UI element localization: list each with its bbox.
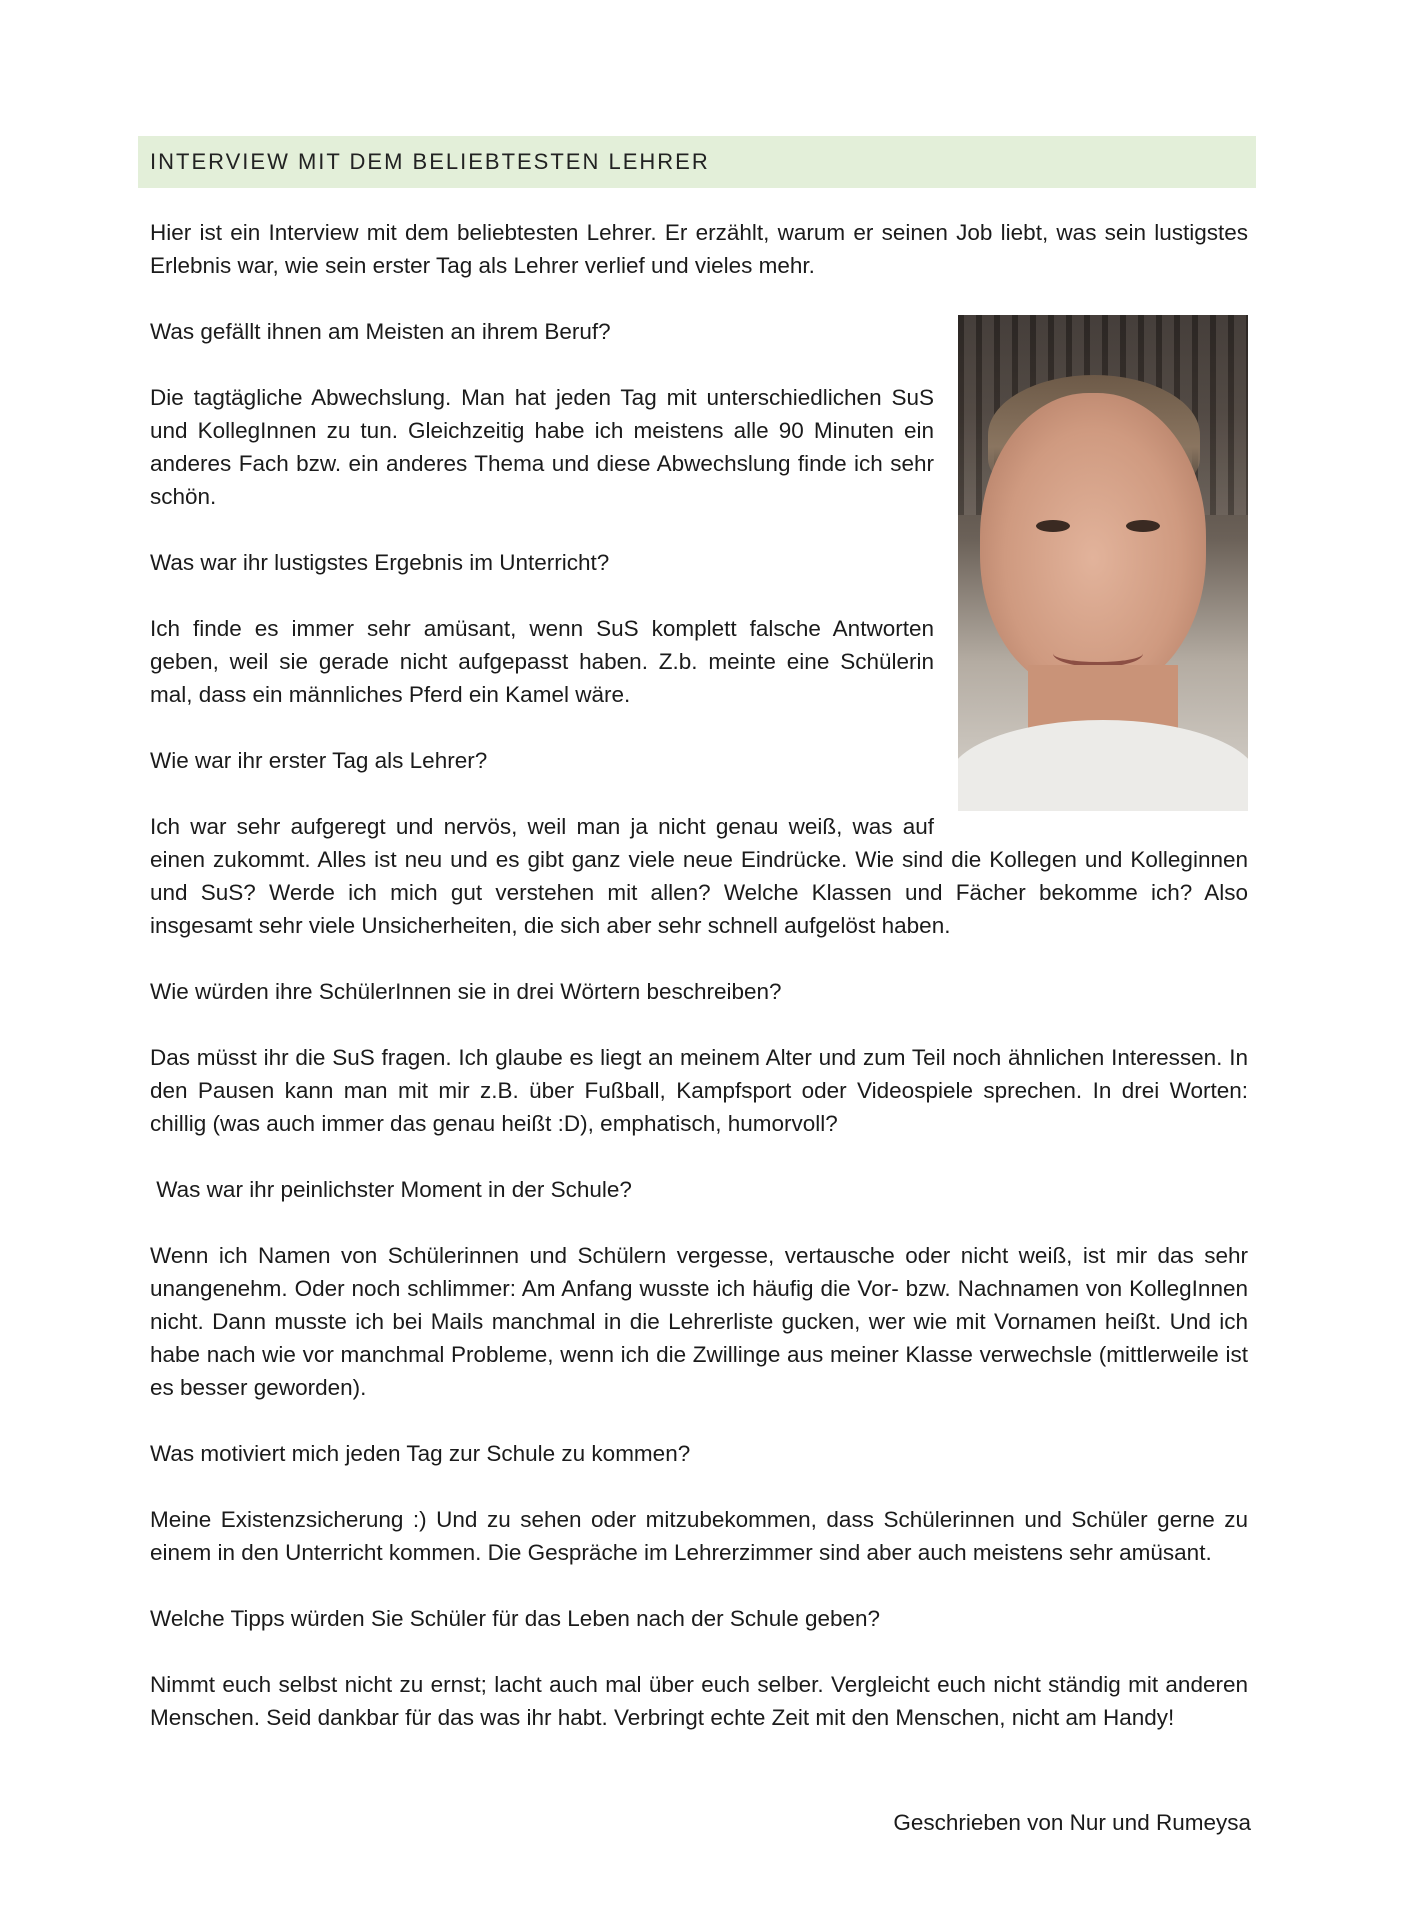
question-4: Wie würden ihre SchülerInnen sie in drei Wörtern beschreiben? bbox=[150, 979, 782, 1004]
question-6: Was motiviert mich jeden Tag zur Schule zu kommen? bbox=[150, 1441, 691, 1466]
intro-paragraph: Hier ist ein Interview mit dem beliebtesten Lehrer. Er erzählt, warum er seinen Job liebt, was sein lustigstes Erlebnis war, wie sein erster Tag als Lehrer verlief und vieles mehr. bbox=[150, 220, 1248, 278]
question-1: Was gefällt ihnen am Meisten an ihrem Beruf? bbox=[150, 319, 611, 344]
answer-3: Ich war sehr aufgeregt und nervös, weil man ja nicht genau weiß, was auf einen zukommt. Alles ist neu und es gibt ganz viele neue Eindrücke. Wie sind die Kollegen und Kolleginnen und SuS? Werde ich mich gut verstehen mit allen? Welche Klassen und Fächer bekomme ich? Also insgesamt sehr viele Unsicherheiten, die sich aber sehr schnell aufgelöst haben. bbox=[150, 814, 1248, 938]
answer-2: Ich finde es immer sehr amüsant, wenn SuS komplett falsche Antworten geben, weil sie gerade nicht aufgepasst haben. Z.b. meinte eine Schülerin mal, dass ein männliches Pferd ein Kamel wäre. bbox=[150, 616, 934, 707]
page-title: INTERVIEW MIT DEM BELIEBTESTEN LEHRER bbox=[150, 149, 710, 174]
question-3: Wie war ihr erster Tag als Lehrer? bbox=[150, 748, 488, 773]
teacher-photo bbox=[958, 315, 1248, 811]
author-signature: Geschrieben von Nur und Rumeysa bbox=[893, 1810, 1251, 1835]
answer-1: Die tagtägliche Abwechslung. Man hat jeden Tag mit unterschiedlichen SuS und KollegInnen zu tun. Gleichzeitig habe ich meistens alle 90 Minuten ein anderes Fach bzw. ein anderes Thema und diese Abwechslung finde ich sehr schön. bbox=[150, 385, 934, 509]
title-banner bbox=[138, 136, 1256, 188]
answer-5: Wenn ich Namen von Schülerinnen und Schülern vergesse, vertausche oder nicht weiß, ist mir das sehr unangenehm. Oder noch schlimmer: Am Anfang wusste ich häufig die Vor- bzw. Nachnamen von KollegInnen nicht. Dann musste ich bei Mails manchmal in die Lehrerliste gucken, wer wie mit Vornamen heißt. Und ich habe nach wie vor manchmal Probleme, wenn ich die Zwillinge aus meiner Klasse verwechsle (mittlerweile ist es besser geworden). bbox=[150, 1243, 1248, 1400]
question-5: Was war ihr peinlichster Moment in der Schule? bbox=[150, 1177, 632, 1202]
question-2: Was war ihr lustigstes Ergebnis im Unterricht? bbox=[150, 550, 610, 575]
answer-7: Nimmt euch selbst nicht zu ernst; lacht auch mal über euch selber. Vergleicht euch nicht ständig mit anderen Menschen. Seid dankbar für das was ihr habt. Verbringt echte Zeit mit den Menschen, nicht am Handy! bbox=[150, 1672, 1248, 1730]
question-7: Welche Tipps würden Sie Schüler für das Leben nach der Schule geben? bbox=[150, 1606, 881, 1631]
answer-6: Meine Existenzsicherung :) Und zu sehen oder mitzubekommen, dass Schülerinnen und Schüler gerne zu einem in den Unterricht kommen. Die Gespräche im Lehrerzimmer sind aber auch meistens sehr amüsant. bbox=[150, 1507, 1248, 1565]
article-body bbox=[150, 216, 1248, 1767]
answer-4: Das müsst ihr die SuS fragen. Ich glaube es liegt an meinem Alter und zum Teil noch ähnlichen Interessen. In den Pausen kann man mit mir z.B. über Fußball, Kampfsport oder Videospiele sprechen. In drei Worten: chillig (was auch immer das genau heißt :D), emphatisch, humorvoll? bbox=[150, 1045, 1248, 1136]
